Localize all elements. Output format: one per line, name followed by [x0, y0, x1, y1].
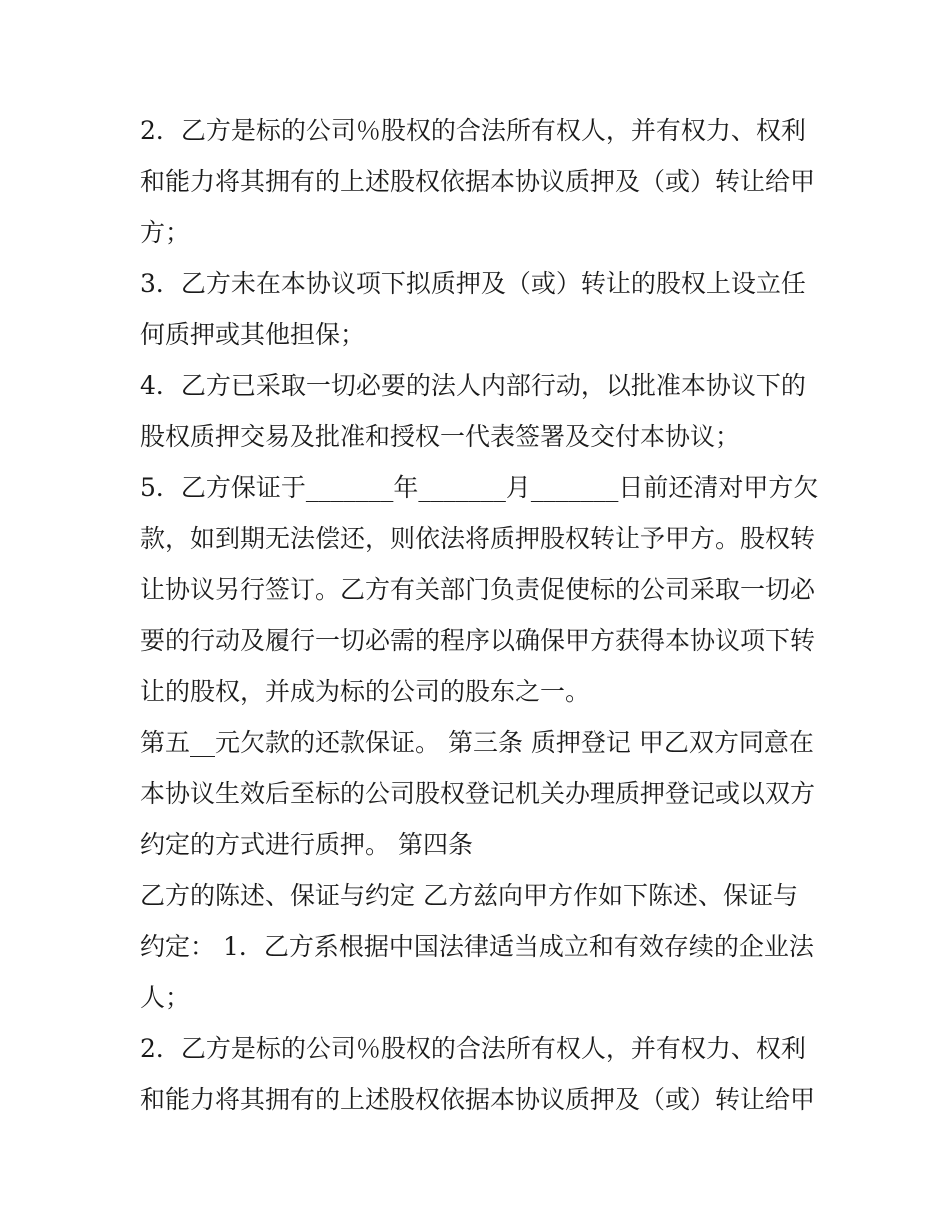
text-line: 让的股权，并成为标的公司的股东之一。 [140, 677, 591, 706]
text-line: 乙方的陈述、保证与约定 乙方兹向甲方作如下陈述、保证与 [140, 881, 798, 910]
text-line: 2．乙方是标的公司％股权的合法所有权人，并有权力、权利 [140, 116, 806, 145]
text-line: 3．乙方未在本协议项下拟质押及（或）转让的股权上设立任 [140, 269, 806, 298]
text-line: 何质押或其他担保； [140, 320, 366, 349]
text-line: 约定： 1．乙方系根据中国法律适当成立和有效存续的企业法 [140, 932, 814, 961]
text-line: 本协议生效后至标的公司股权登记机关办理质押登记或以双方 [140, 779, 816, 808]
text-line: 第五__元欠款的还款保证。 第三条 质押登记 甲乙双方同意在 [140, 728, 814, 757]
text-line: 款，如到期无法偿还，则依法将质押股权转让予甲方。股权转 [140, 524, 816, 553]
text-line: 5．乙方保证于_______年_______月_______日前还清对甲方欠 [140, 473, 819, 502]
text-line: 和能力将其拥有的上述股权依据本协议质押及（或）转让给甲 [140, 167, 816, 196]
text-line: 让协议另行签订。乙方有关部门负责促使标的公司采取一切必 [140, 575, 816, 604]
text-line: 方； [140, 218, 191, 247]
text-line: 约定的方式进行质押。 第四条 [140, 830, 473, 859]
text-line: 4．乙方已采取一切必要的法人内部行动，以批准本协议下的 [140, 371, 806, 400]
document-body [140, 105, 820, 1125]
text-line: 和能力将其拥有的上述股权依据本协议质押及（或）转让给甲 [140, 1085, 816, 1114]
text-line: 2．乙方是标的公司％股权的合法所有权人，并有权力、权利 [140, 1034, 806, 1063]
text-line: 人； [140, 983, 191, 1012]
text-line: 要的行动及履行一切必需的程序以确保甲方获得本协议项下转 [140, 626, 816, 655]
text-line: 股权质押交易及批准和授权一代表签署及交付本协议； [140, 422, 741, 451]
